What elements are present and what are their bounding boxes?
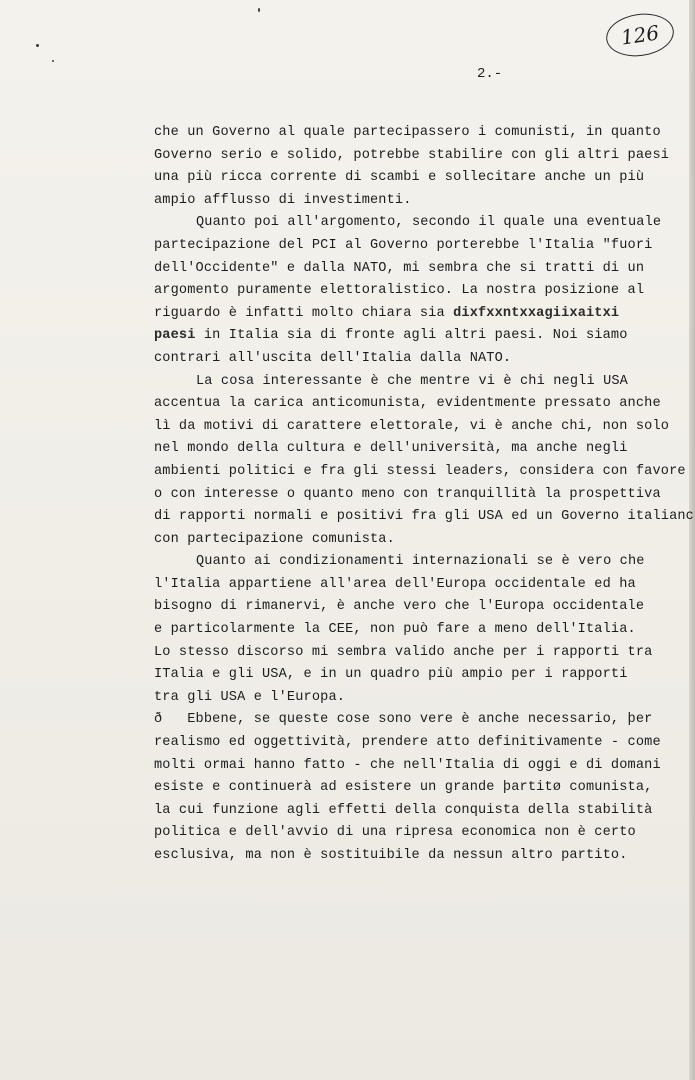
text-line: lì da motivi di carattere elettorale, vi è anche chi, non solo (154, 418, 670, 434)
text-line: ITalia e gli USA, e in un quadro più ampio per i rapporti (154, 667, 628, 683)
struck-out-text: paesi (154, 328, 196, 344)
ink-speck (36, 44, 39, 47)
typed-letter-body (154, 122, 695, 868)
ink-speck (258, 8, 260, 12)
text-line: Quanto poi all'argomento, secondo il quale una eventuale (196, 215, 662, 231)
text-line: bisogno di rimanervi, è anche vero che l'Europa occidentale (154, 599, 645, 615)
text-fragment: in Italia sia di fronte agli altri paesi. Noi siamo (195, 328, 628, 344)
struck-out-text: dixfxxntxxagiixaitxi (453, 305, 620, 321)
text-line (154, 325, 695, 348)
page-number: 2.- (477, 66, 503, 82)
text-line: molti ormai hanno fatto - che nell'Italia di oggi e di domani (154, 757, 661, 773)
text-line: l'Italia appartiene all'area dell'Europa occidentale ed ha (154, 576, 636, 592)
text-line: argomento puramente elettoralistico. La nostra posizione al (154, 283, 645, 299)
text-line: di rapporti normali e positivi fra gli USA ed un Governo italianc (154, 509, 694, 525)
text-line: ambienti politici e fra gli stessi leaders, considera con favore (154, 463, 686, 479)
text-line: che un Governo al quale partecipassero i comunisti, in quanto (154, 125, 661, 140)
ink-speck (52, 60, 54, 62)
text-line: nel mondo della cultura e dell'università, ma anche negli (154, 441, 628, 457)
text-line: politica e dell'avvio di una ripresa economica non è certo (154, 825, 636, 841)
text-line: e particolarmente la CEE, non può fare a meno dell'Italia. (154, 622, 636, 638)
text-line: Lo stesso discorso mi sembra valido anche per i rapporti tra (154, 644, 653, 660)
text-line: ð Ebbene, se queste cose sono vere è anche necessario, þer (154, 712, 653, 728)
archive-number: 126 (619, 20, 661, 50)
text-fragment: riguardo è infatti molto chiara sia (154, 305, 454, 321)
archive-stamp (603, 9, 676, 60)
text-line: accentua la carica anticomunista, evidentmente pressato anche (154, 396, 661, 412)
text-line: la cui funzione agli effetti della conquista della stabilità (154, 802, 653, 818)
text-line: con partecipazione comunista. (154, 531, 395, 547)
text-line: ampio afflusso di investimenti. (154, 192, 412, 208)
text-line: tra gli USA e l'Europa. (154, 689, 346, 705)
text-line (154, 303, 695, 326)
text-line: La cosa interessante è che mentre vi è chi negli USA (196, 373, 628, 389)
text-line: esiste e continuerà ad esistere un grande þartitø comunista, (154, 780, 653, 796)
text-line: partecipazione del PCI al Governo porterebbe l'Italia "fuori (154, 237, 653, 253)
text-line: esclusiva, ma non è sostituibile da nessun altro partito. (154, 848, 628, 863)
text-line: dell'Occidente" e dalla NATO, mi sembra che si tratti di un (154, 260, 645, 276)
text-line: una più ricca corrente di scambi e sollecitare anche un più (154, 170, 645, 186)
text-line: Governo serio e solido, potrebbe stabilire con gli altri paesi (154, 147, 670, 163)
text-line: Quanto ai condizionamenti internazionali se è vero che (196, 554, 645, 570)
text-line: realismo ed oggettività, prendere atto definitivamente - come (154, 735, 661, 751)
text-line: o con interesse o quanto meno con tranquillità la prospettiva (154, 486, 661, 502)
text-line: contrari all'uscita dell'Italia dalla NATO. (154, 350, 512, 366)
